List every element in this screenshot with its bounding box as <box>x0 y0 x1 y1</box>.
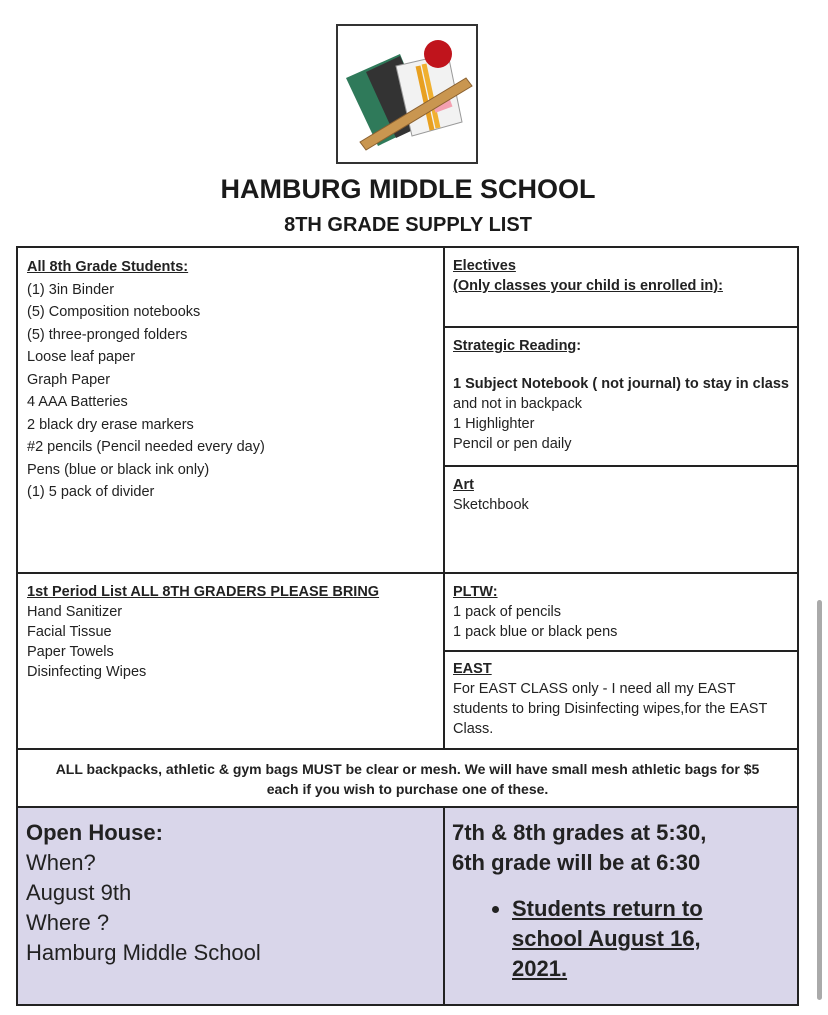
list-item: Hand Sanitizer <box>27 604 123 620</box>
list-item: Paper Towels <box>27 644 114 660</box>
list-item: 1 Highlighter <box>453 416 535 432</box>
list-item: Sketchbook <box>453 497 529 513</box>
open-house-section <box>18 808 443 978</box>
open-house-times <box>444 808 798 994</box>
list-item: #2 pencils (Pencil needed every day) <box>27 439 265 455</box>
section-subheading: (Only classes your child is enrolled in): <box>453 278 723 294</box>
list-item: (5) Composition notebooks <box>27 304 201 320</box>
list-item: Loose leaf paper <box>27 349 136 365</box>
list-item: Facial Tissue <box>27 624 112 640</box>
bold-text: 1 Subject Notebook ( not journal) to stay in class <box>453 376 789 392</box>
school-supplies-image <box>336 24 478 164</box>
section-heading: All 8th Grade Students: <box>27 259 189 275</box>
list-item: 1 pack of pencils <box>453 604 562 620</box>
section-heading: Strategic Reading <box>453 338 577 354</box>
all-students-section <box>18 248 443 514</box>
school-title: HAMBURG MIDDLE SCHOOL <box>220 174 596 204</box>
art-section <box>444 467 798 525</box>
list-item: Pens (blue or black ink only) <box>27 461 210 478</box>
list-item: Pencil or pen daily <box>453 436 572 452</box>
text-line: Where ? <box>26 910 110 935</box>
text-line: 7th & 8th grades at 5:30, <box>452 820 707 845</box>
text-line: 6th grade will be at 6:30 <box>452 850 701 875</box>
section-heading: 1st Period List ALL 8TH GRADERS PLEASE BRING <box>27 584 380 600</box>
list-subtitle: 8TH GRADE SUPPLY LIST <box>284 214 532 236</box>
section-heading: Electives <box>453 258 516 274</box>
east-text: For EAST CLASS only - I need all my EAST students to bring Disinfecting wipes,for the EAST Class. <box>453 681 768 737</box>
list-item: Graph Paper <box>27 371 111 388</box>
bag-notice: ALL backpacks, athletic & gym bags MUST be clear or mesh. We will have small mesh athletic bags for $5 each if you wish to purchase one of these. <box>55 761 760 797</box>
table-border <box>16 1004 799 1006</box>
east-section <box>444 652 798 749</box>
text-line: August 9th <box>26 880 132 905</box>
colon: : <box>576 338 582 354</box>
scrollbar[interactable] <box>817 600 822 1000</box>
section-heading: PLTW: <box>453 584 498 600</box>
section-heading: Open House: <box>26 820 163 845</box>
list-item: 2 black dry erase markers <box>27 416 194 433</box>
section-heading: Art <box>453 477 474 493</box>
list-item: 4 AAA Batteries <box>27 394 128 410</box>
list-item: (1) 3in Binder <box>27 281 115 298</box>
pltw-section <box>444 574 798 652</box>
list-item: (5) three-pronged folders <box>27 326 188 343</box>
list-item: (1) 5 pack of divider <box>27 484 155 500</box>
text: and not in backpack <box>453 396 582 412</box>
electives-section <box>444 248 798 306</box>
section-heading: EAST <box>453 661 492 677</box>
return-date: • Students return to school August 16, 2021. <box>512 894 790 984</box>
strategic-reading-section <box>444 328 798 464</box>
list-item: 1 pack blue or black pens <box>453 624 618 640</box>
text-line: Hamburg Middle School <box>26 940 261 965</box>
first-period-section <box>18 574 443 692</box>
text-line: When? <box>26 850 96 875</box>
list-item: Disinfecting Wipes <box>27 664 147 680</box>
